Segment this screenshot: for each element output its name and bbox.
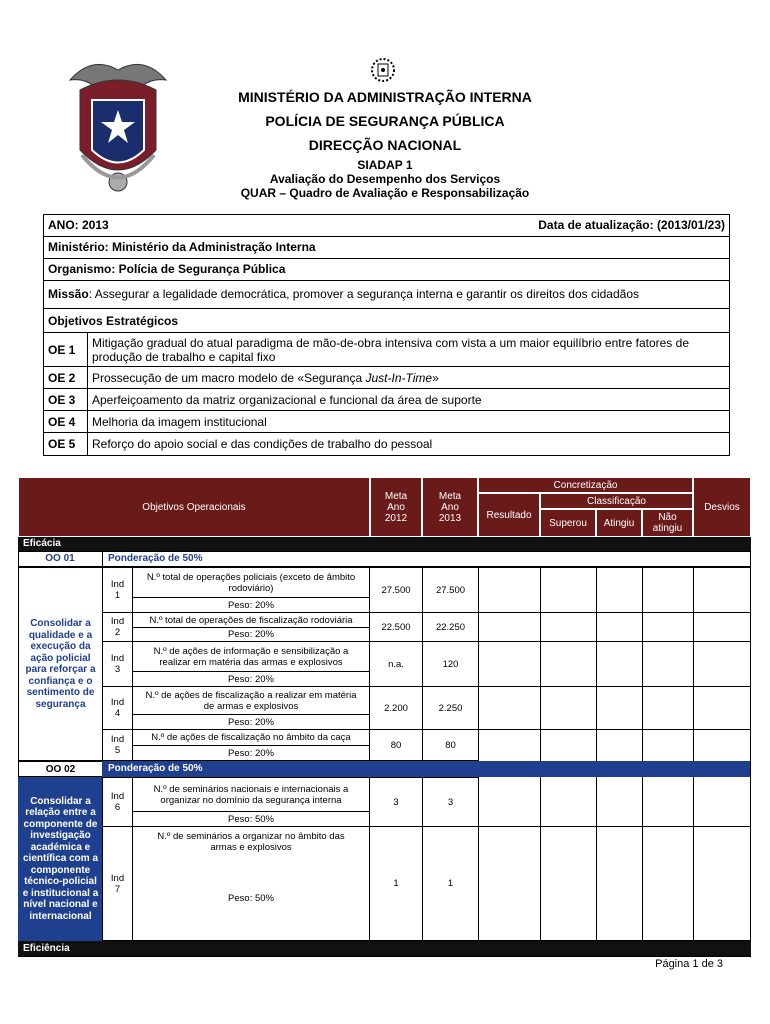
direction-title: DIRECÇÃO NACIONAL xyxy=(308,137,462,153)
header-concretizacao: Concretização xyxy=(478,477,693,493)
ind-peso: Peso: 50% xyxy=(132,811,370,827)
oe2-text-post: » xyxy=(432,370,439,385)
ind-label: Ind 3 xyxy=(102,641,133,687)
quar-title: QUAR – Quadro de Avaliação e Responsabilização xyxy=(240,186,530,200)
oe-row xyxy=(44,433,729,455)
ind-peso: Peso: 20% xyxy=(132,597,370,613)
header-meta-2013: Meta Ano 2013 xyxy=(422,477,478,537)
header-superou: Superou xyxy=(540,509,596,537)
update-date: Data de atualização: (2013/01/23) xyxy=(538,218,725,232)
oe-text: Mitigação gradual do atual paradigma de mão-de-obra intensiva com vista a um maior equilíbrio entre fatores de produção de trabalho e capital fixo xyxy=(92,335,689,364)
header-objetivos: Objetivos Operacionais xyxy=(18,477,370,537)
year-label: ANO: 2013 xyxy=(48,218,109,232)
ind-peso: Peso: 20% xyxy=(132,745,370,761)
oe-row xyxy=(44,333,729,367)
ministry-title: MINISTÉRIO DA ADMINISTRAÇÃO INTERNA xyxy=(238,89,532,105)
eficiencia-bar: Eficiência xyxy=(18,941,751,956)
ind-peso: Peso: 20% xyxy=(132,627,370,642)
oe-text: Aperfeiçoamento da matriz organizacional e funcional da área de suporte xyxy=(92,392,482,407)
ind-text: N.º de ações de fiscalização a realizar em matéria de armas e explosivos xyxy=(132,686,370,714)
ind-meta-2013: 80 xyxy=(422,729,479,761)
header-desvios: Desvios xyxy=(693,477,751,537)
header-atingiu: Atingiu xyxy=(596,509,642,537)
police-title: POLÍCIA DE SEGURANÇA PÚBLICA xyxy=(265,113,505,129)
ind-meta-2013: 3 xyxy=(422,777,479,827)
ind-peso: Peso: 20% xyxy=(132,714,370,730)
oe-text: Reforço do apoio social e das condições de trabalho do pessoal xyxy=(92,437,433,451)
ind-meta-2012: 3 xyxy=(369,777,423,827)
page-number: Página 1 de 3 xyxy=(655,958,723,970)
ind-meta-2012: n.a. xyxy=(369,641,423,687)
oe-row xyxy=(44,389,729,411)
oe-row xyxy=(44,411,729,433)
ind-meta-2013: 2.250 xyxy=(422,686,479,730)
oe-code: OE 1 xyxy=(44,333,88,366)
ind-text: N.º de ações de informação e sensibilização a realizar em matéria das armas e explosivos xyxy=(132,641,370,671)
header-resultado: Resultado xyxy=(478,493,540,537)
ind-label: Ind 6 xyxy=(102,777,133,827)
ind-meta-2012: 22.500 xyxy=(369,612,423,642)
siadap-title: SIADAP 1 xyxy=(357,158,413,172)
ind-meta-2013: 22.250 xyxy=(422,612,479,642)
missao-text: : Assegurar a legalidade democrática, promover a segurança interna e garantir os direitos dos cidadãos xyxy=(88,287,639,301)
missao-row xyxy=(44,281,729,309)
ind-text: N.º de ações de fiscalização no âmbito da caça xyxy=(132,729,370,745)
ind-meta-2013: 1 xyxy=(422,826,479,941)
oe-text: Melhoria da imagem institucional xyxy=(92,414,267,429)
organismo-row: Organismo: Polícia de Segurança Pública xyxy=(44,259,729,281)
oe-row xyxy=(44,367,729,389)
ind-meta-2013: 120 xyxy=(422,641,479,687)
ministerio-row: Ministério: Ministério da Administração Interna xyxy=(44,237,729,259)
ind-peso: Peso: 20% xyxy=(132,671,370,687)
oo02-ponderacao: Ponderação de 50% xyxy=(102,761,751,777)
ind-label: Ind 7 xyxy=(102,826,133,941)
objetivos-title: Objetivos Estratégicos xyxy=(44,309,729,333)
evaluation-title: Avaliação do Desempenho dos Serviços xyxy=(269,172,501,186)
ind-label: Ind 4 xyxy=(102,686,133,730)
ind-meta-2012: 80 xyxy=(369,729,423,761)
missao-label: Missão xyxy=(48,287,89,301)
ind-label: Ind 5 xyxy=(102,729,133,761)
ind-label: Ind 1 xyxy=(102,567,133,613)
oe-code: OE 4 xyxy=(44,411,88,432)
ind-peso: Peso: 50% xyxy=(132,856,370,941)
ind-text: N.º de seminários nacionais e internacionais a organizar no domínio da segurança interna xyxy=(132,777,370,811)
oe-code: OE 2 xyxy=(44,367,88,388)
header-nao-atingiu: Não atingiu xyxy=(642,509,693,537)
ind-label: Ind 2 xyxy=(102,612,133,642)
oe2-text-em: Just-In-Time xyxy=(365,370,433,385)
ind-text: N.º de seminários a organizar no âmbito das armas e explosivos xyxy=(132,826,370,856)
oo02-description: Consolidar a relação entre a componente de investigação académica e científica com a componente técnico-policial e institucional a nível nacional e internacional xyxy=(22,795,99,922)
oo01-ponderacao: Ponderação de 50% xyxy=(108,553,203,564)
ind-meta-2012: 2.200 xyxy=(369,686,423,730)
oo02-code: OO 02 xyxy=(18,761,103,777)
national-arms-icon xyxy=(364,55,402,85)
ind-text: N.º total de operações de fiscalização rodoviária xyxy=(132,612,370,627)
info-box xyxy=(43,214,730,456)
oe-text xyxy=(88,367,729,388)
oo01-description: Consolidar a qualidade e a execução da ação policial para reforçar a confiança e o sentimento de segurança xyxy=(18,567,103,761)
oe-code: OE 5 xyxy=(44,433,88,455)
oe2-text-pre: Prossecução de um macro modelo de «Segurança xyxy=(92,370,366,385)
header-meta-2012: Meta Ano 2012 xyxy=(370,477,422,537)
ind-meta-2012: 1 xyxy=(369,826,423,941)
ind-text: N.º total de operações policiais (exceto de âmbito rodoviário) xyxy=(132,567,370,597)
results-grid xyxy=(478,567,751,941)
oo01-code: OO 01 xyxy=(45,553,75,564)
oe-code: OE 3 xyxy=(44,389,88,410)
table-bottom-border xyxy=(18,956,751,958)
ind-meta-2013: 27.500 xyxy=(422,567,479,613)
ind-meta-2012: 27.500 xyxy=(369,567,423,613)
eficacia-bar: Eficácia xyxy=(18,537,751,551)
header-classificacao: Classificação xyxy=(540,493,693,509)
